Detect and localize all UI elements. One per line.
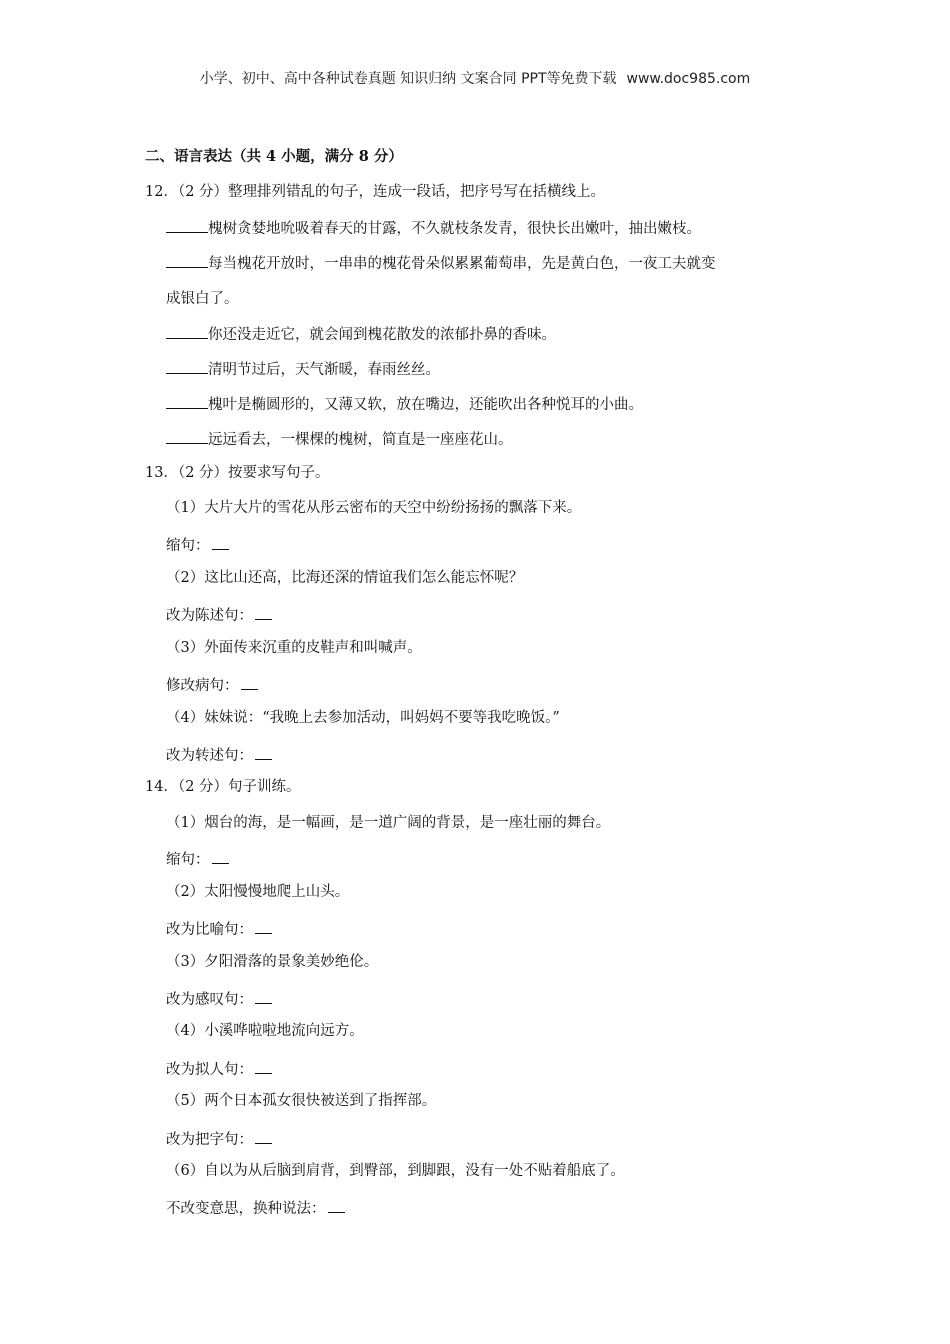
answer-blank[interactable] — [255, 604, 272, 620]
answer-blank[interactable] — [166, 358, 208, 374]
q13-task-3: 修改病句： — [166, 674, 258, 696]
q12-item-2: 每当槐花开放时，一串串的槐花骨朵似累累葡萄串，先是黄白色，一夜工夫就变 — [166, 252, 716, 274]
q12-item-1: 槐树贪婪地吮吸着春天的甘露，不久就枝条发青，很快长出嫩叶，抽出嫩枝。 — [166, 217, 701, 239]
q13-task-4: 改为转述句： — [166, 744, 272, 766]
q13-stem: 13．（2 分）按要求写句子。 — [145, 465, 330, 481]
answer-blank[interactable] — [166, 393, 208, 409]
q14-task-3: 改为感叹句： — [166, 988, 272, 1010]
q14-task-1: 缩句： — [166, 848, 229, 870]
answer-blank[interactable] — [255, 744, 272, 760]
q12-item-6: 远远看去，一棵棵的槐树，简直是一座座花山。 — [166, 428, 513, 450]
q14-stem: 14．（2 分）句子训练。 — [145, 779, 301, 795]
answer-blank[interactable] — [166, 217, 208, 233]
answer-blank[interactable] — [241, 674, 258, 690]
answer-blank[interactable] — [255, 988, 272, 1004]
q13-sentence-3: （3）外面传来沉重的皮鞋声和叫喊声。 — [166, 640, 422, 656]
q14-task-4: 改为拟人句： — [166, 1058, 272, 1080]
q13-task-2: 改为陈述句： — [166, 604, 272, 626]
q12-item-5: 槐叶是椭圆形的，又薄又软，放在嘴边，还能吹出各种悦耳的小曲。 — [166, 393, 643, 415]
answer-blank[interactable] — [255, 1128, 272, 1144]
q13-sentence-1: （1）大片大片的雪花从彤云密布的天空中纷纷扬扬的飘落下来。 — [166, 500, 582, 516]
section-title: 二、语言表达（共 4 小题，满分 8 分） — [145, 148, 403, 165]
q14-sentence-1: （1）烟台的海，是一幅画，是一道广阔的背景，是一座壮丽的舞台。 — [166, 815, 611, 831]
q12-stem: 12．（2 分）整理排列错乱的句子，连成一段话，把序号写在括横线上。 — [145, 184, 606, 200]
answer-blank[interactable] — [166, 323, 208, 339]
q12-item-3: 你还没走近它，就会闻到槐花散发的浓郁扑鼻的香味。 — [166, 323, 556, 345]
answer-blank[interactable] — [166, 428, 208, 444]
q14-sentence-2: （2）太阳慢慢地爬上山头。 — [166, 884, 350, 900]
answer-blank[interactable] — [166, 252, 208, 268]
answer-blank[interactable] — [328, 1197, 345, 1213]
answer-blank[interactable] — [255, 1058, 272, 1074]
q14-task-6: 不改变意思，换种说法： — [166, 1197, 345, 1219]
q14-task-2: 改为比喻句： — [166, 918, 272, 940]
header-text: 小学、初中、高中各种试卷真题 知识归纳 文案合同 PPT等免费下载 — [199, 71, 617, 87]
q14-sentence-4: （4）小溪哗啦啦地流向远方。 — [166, 1023, 364, 1039]
q12-item-2-cont: 成银白了。 — [166, 291, 239, 307]
q14-sentence-6: （6）自以为从后脑到肩背，到臀部，到脚跟，没有一处不贴着船底了。 — [166, 1163, 625, 1179]
page-header — [0, 68, 950, 88]
q14-sentence-5: （5）两个日本孤女很快被送到了指挥部。 — [166, 1093, 437, 1109]
q13-task-1: 缩句： — [166, 534, 229, 556]
header-site: www.doc985.com — [626, 71, 751, 87]
q14-sentence-3: （3）夕阳滑落的景象美妙绝伦。 — [166, 954, 379, 970]
q14-task-5: 改为把字句： — [166, 1128, 272, 1150]
q12-item-4: 清明节过后，天气渐暖，春雨丝丝。 — [166, 358, 440, 380]
q13-sentence-4: （4）妹妹说：“我晚上去参加活动，叫妈妈不要等我吃晚饭。” — [166, 710, 560, 726]
q13-sentence-2: （2）这比山还高，比海还深的情谊我们怎么能忘怀呢？ — [166, 570, 524, 586]
answer-blank[interactable] — [212, 534, 229, 550]
answer-blank[interactable] — [212, 848, 229, 864]
answer-blank[interactable] — [255, 918, 272, 934]
